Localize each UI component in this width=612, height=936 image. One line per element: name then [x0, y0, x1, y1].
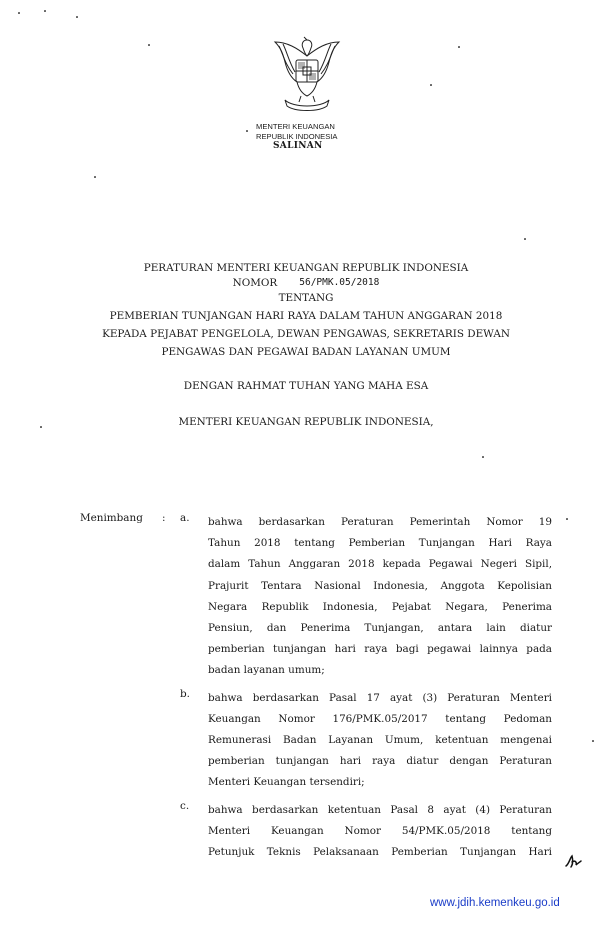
item-line: Remunerasi Badan Layanan Umum, ketentuan mengenai	[208, 734, 552, 747]
item-line: Keuangan Nomor 176/PMK.05/2017 tentang Pedoman	[208, 712, 552, 725]
scan-speck	[430, 84, 432, 86]
considering-items	[178, 512, 552, 869]
subject-line-3: PENGAWAS DAN PEGAWAI BADAN LAYANAN UMUM	[161, 346, 451, 358]
number-label: NOMOR	[232, 277, 278, 289]
minister-heading: MENTERI KEUANGAN REPUBLIK INDONESIA,	[178, 416, 434, 428]
item-line: Menteri Keuangan Nomor 54/PMK.05/2018 tentang	[208, 824, 552, 837]
regulation-title-block	[40, 259, 572, 431]
item-letter: a.	[180, 512, 190, 524]
scan-speck	[524, 238, 526, 240]
letterhead-line-1: MENTERI KEUANGAN	[256, 122, 335, 131]
considering-label: Menimbang	[80, 512, 143, 524]
item-line: pemberian tunjangan hari raya bagi pegawai lainnya pada	[208, 643, 552, 656]
item-line: dalam Tahun Anggaran 2018 kepada Pegawai Negeri Sipil,	[208, 558, 552, 571]
copy-label: SALINAN	[273, 141, 323, 151]
item-line: Prajurit Tentara Nasional Indonesia, Anggota Kepolisian	[208, 579, 552, 592]
item-letter: b.	[180, 687, 190, 700]
number-value: 56/PMK.05/2018	[299, 277, 380, 288]
regulation-title: PERATURAN MENTERI KEUANGAN REPUBLIK INDONESIA	[143, 262, 469, 274]
item-text	[208, 800, 552, 864]
scan-speck	[592, 740, 594, 742]
item-line: bahwa berdasarkan Peraturan Pemerintah Nomor 19	[208, 516, 552, 528]
invocation: DENGAN RAHMAT TUHAN YANG MAHA ESA	[183, 380, 429, 392]
item-line: badan layanan umum;	[208, 664, 325, 677]
considering-item-b	[178, 688, 552, 794]
scan-speck	[458, 46, 460, 48]
considering-item-a	[178, 512, 552, 682]
scan-speck	[94, 176, 96, 178]
scan-speck	[566, 518, 568, 520]
scan-speck	[18, 12, 20, 14]
scan-speck	[148, 44, 150, 46]
handwritten-initial-icon	[564, 852, 582, 870]
considering-item-c	[178, 800, 552, 864]
letterhead	[256, 122, 366, 151]
letterhead-line-2: REPUBLIK INDONESIA	[256, 131, 338, 141]
item-line: Menteri Keuangan tersendiri;	[208, 776, 365, 789]
garuda-emblem-icon	[263, 34, 351, 118]
item-text	[208, 688, 552, 794]
scan-speck	[44, 10, 46, 12]
item-line: Petunjuk Teknis Pelaksanaan Pemberian Tunjangan Hari	[208, 846, 552, 859]
subject-line-1: PEMBERIAN TUNJANGAN HARI RAYA DALAM TAHUN ANGGARAN 2018	[109, 310, 503, 322]
item-letter: c.	[180, 799, 190, 812]
item-line: bahwa berdasarkan Pasal 17 ayat (3) Peraturan Menteri	[208, 691, 552, 704]
item-line: Tahun 2018 tentang Pemberian Tunjangan Hari Raya	[208, 537, 552, 550]
scan-speck	[246, 130, 248, 132]
regulation-number	[40, 277, 572, 289]
website-link[interactable]: www.jdih.kemenkeu.go.id	[430, 897, 560, 909]
item-text	[208, 512, 552, 682]
item-line: pemberian tunjangan hari raya diatur dengan Peraturan	[208, 755, 552, 768]
item-line: bahwa berdasarkan ketentuan Pasal 8 ayat (4) Peraturan	[208, 803, 552, 816]
subject-line-2: KEPADA PEJABAT PENGELOLA, DEWAN PENGAWAS, SEKRETARIS DEWAN	[102, 328, 510, 340]
scan-speck	[76, 16, 78, 18]
item-line: Negara Republik Indonesia, Pejabat Negara, Penerima	[208, 600, 552, 613]
considering-colon: :	[162, 512, 166, 524]
scan-speck	[40, 426, 42, 428]
about-label: TENTANG	[278, 292, 334, 304]
scan-speck	[482, 456, 484, 458]
item-line: Pensiun, dan Penerima Tunjangan, antara lain diatur	[208, 622, 552, 635]
